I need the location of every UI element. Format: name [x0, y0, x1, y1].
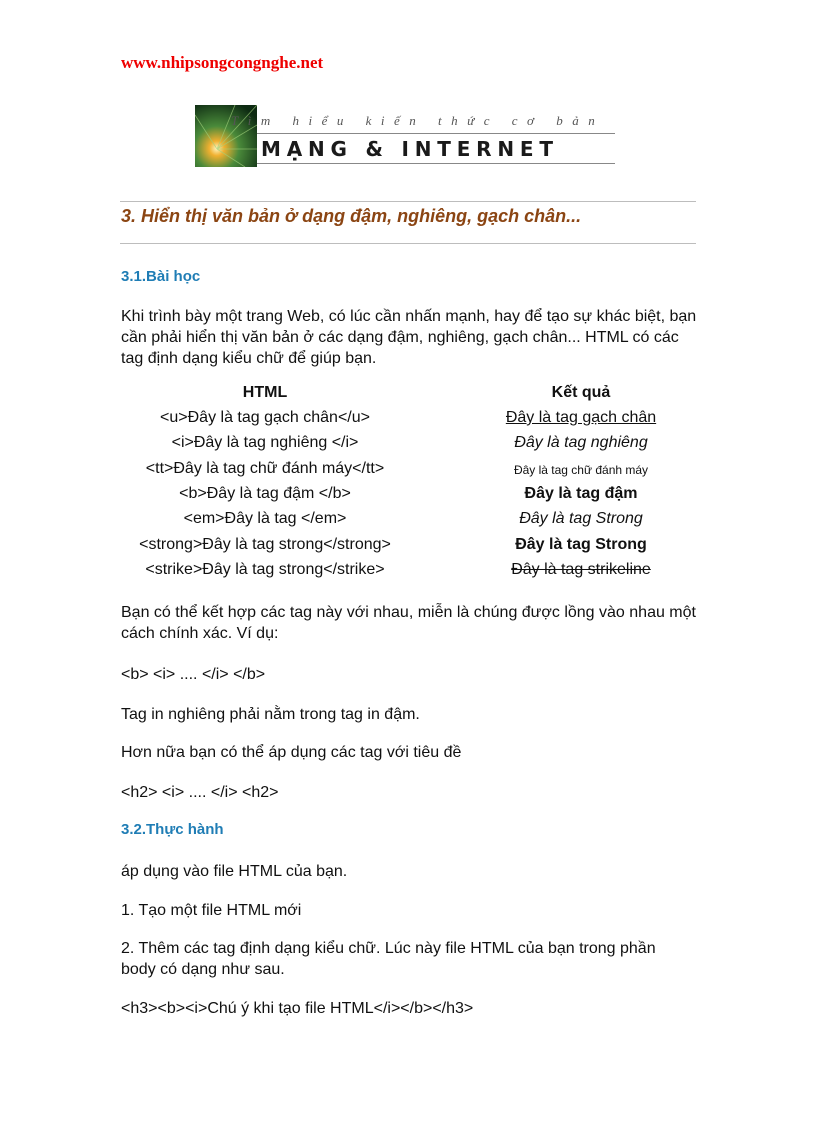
practice-step-1: 1. Tạo một file HTML mới — [121, 902, 302, 919]
result-cell: Đây là tag gạch chân — [505, 409, 657, 426]
html-cell: <tt>Đây là tag chữ đánh máy</tt> — [145, 460, 385, 477]
table-row — [121, 536, 701, 561]
html-cell: <u>Đây là tag gạch chân</u> — [160, 409, 370, 426]
table-row — [121, 485, 701, 510]
table-row — [121, 460, 701, 485]
result-cell: Đây là tag chữ đánh máy — [513, 463, 649, 477]
html-cell: <i>Đây là tag nghiêng </i> — [171, 434, 359, 451]
html-cell: <b>Đây là tag đậm </b> — [179, 485, 351, 502]
combine-paragraph: Bạn có thể kết hợp các tag này với nhau, miễn là chúng được lồng vào nhau một cách chính xác. Ví dụ: — [121, 604, 696, 642]
result-cell: Đây là tag Strong — [515, 536, 647, 553]
divider-top — [120, 201, 696, 202]
table-row — [121, 561, 701, 586]
example-code-1: <b> <i> .... </i> </b> — [121, 666, 266, 683]
intro-paragraph: Khi trình bày một trang Web, có lúc cần nhấn mạnh, hay để tạo sự khác biệt, bạn cần phải hiển thị văn bản ở các dạng đậm, nghiêng, gạch chân... HTML có các tag định dạng kiểu chữ để giúp bạn. — [121, 308, 697, 367]
banner — [195, 105, 615, 167]
lesson-heading: 3.1.Bài học — [121, 268, 201, 285]
table-row — [121, 409, 701, 434]
divider-bottom — [120, 243, 696, 244]
banner-rule — [257, 132, 615, 136]
result-cell: Đây là tag Strong — [519, 510, 643, 527]
example-code-2: <h2> <i> .... </i> <h2> — [121, 784, 279, 801]
note-paragraph-1: Tag in nghiêng phải nằm trong tag in đậm. — [121, 706, 420, 723]
practice-step-2: 2. Thêm các tag định dạng kiểu chữ. Lúc này file HTML của bạn trong phần body có dạng như sau. — [121, 940, 656, 978]
col-html-header: HTML — [242, 384, 288, 401]
result-cell: Đây là tag nghiêng — [514, 434, 648, 451]
section-title: 3. Hiển thị văn bản ở dạng đậm, nghiêng, gạch chân... — [121, 206, 582, 226]
practice-heading: 3.2.Thực hành — [121, 821, 224, 838]
banner-subtitle: Tìm hiểu kiến thức cơ bản — [231, 113, 605, 128]
html-cell: <strong>Đây là tag strong</strong> — [139, 536, 391, 553]
col-result-header: Kết quả — [551, 384, 611, 401]
table-header — [121, 384, 701, 409]
table-row — [121, 434, 701, 459]
result-cell: Đây là tag đậm — [524, 485, 638, 502]
html-cell: <em>Đây là tag </em> — [183, 510, 347, 527]
html-cell: <strike>Đây là tag strong</strike> — [145, 561, 385, 578]
practice-paragraph-1: áp dụng vào file HTML của bạn. — [121, 863, 348, 880]
site-url: www.nhipsongcongnghe.net — [121, 53, 324, 72]
table-row — [121, 510, 701, 535]
banner-rule-bottom — [257, 162, 615, 166]
result-cell: Đây là tag strikeline — [511, 561, 651, 578]
practice-code: <h3><b><i>Chú ý khi tạo file HTML</i></b></h3> — [121, 1000, 474, 1017]
banner-title: MẠNG & INTERNET — [261, 137, 559, 161]
note-paragraph-2: Hơn nữa bạn có thể áp dụng các tag với tiêu đề — [121, 744, 462, 761]
